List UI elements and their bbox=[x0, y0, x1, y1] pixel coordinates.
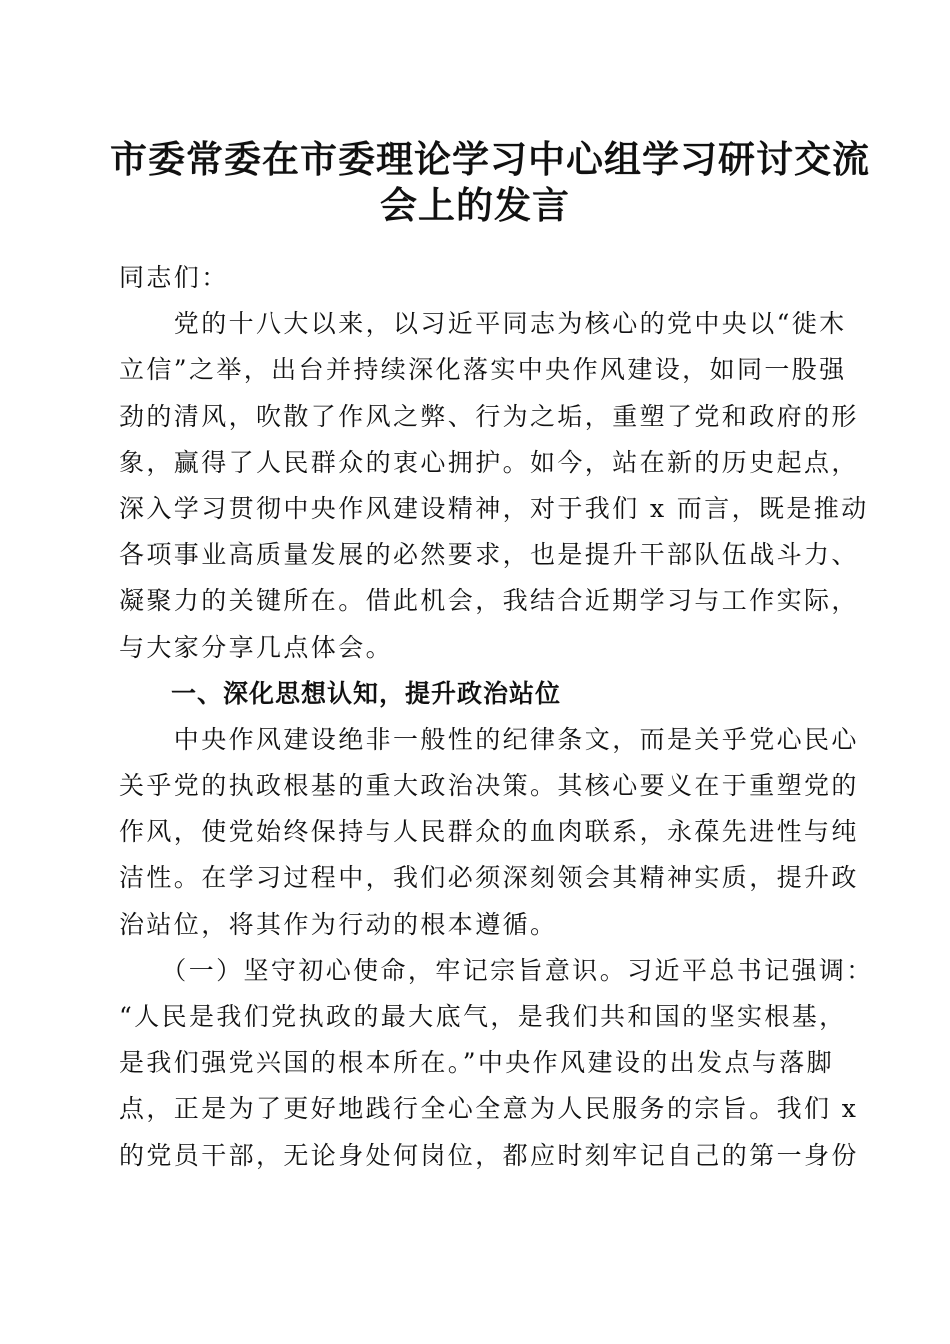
paragraph-line: 与大家分享几点体会。 bbox=[119, 632, 394, 662]
document-body bbox=[119, 255, 874, 1179]
title-line-2: 会上的发言 bbox=[380, 183, 570, 227]
paragraph-line: 象，赢得了人民群众的衷心拥护。如今，站在新的历史起点， bbox=[119, 447, 859, 477]
salutation: 同志们： bbox=[119, 263, 229, 292]
paragraph-line: 洁性。在学习过程中，我们必须深刻领会其精神实质，提升政 bbox=[119, 863, 859, 893]
title-line-1: 市委常委在市委理论学习中心组学习研讨交流 bbox=[110, 137, 870, 181]
paragraph-line: 的党员干部，无论身处何岗位，都应时刻牢记自己的第一身份 bbox=[119, 1140, 859, 1170]
paragraph-line: 立信”之举，出台并持续深化落实中央作风建设，如同一股强 bbox=[119, 355, 847, 385]
paragraph-line: 是我们强党兴国的根本所在。”中央作风建设的出发点与落脚 bbox=[119, 1048, 835, 1078]
paragraph-line: 各项事业高质量发展的必然要求，也是提升干部队伍战斗力、 bbox=[119, 540, 859, 570]
subsection-line: （一）坚守初心使命，牢记宗旨意识。习近平总书记强调： bbox=[119, 955, 874, 985]
paragraph-line: 点，正是为了更好地践行全心全意为人民服务的宗旨。我们 x bbox=[119, 1094, 859, 1124]
paragraph-line: “人民是我们党执政的最大底气，是我们共和国的坚实根基， bbox=[119, 1002, 847, 1031]
paragraph-line: 中央作风建设绝非一般性的纪律条文，而是关乎党心民心 bbox=[119, 724, 859, 754]
paragraph-line: 深入学习贯彻中央作风建设精神，对于我们 x 而言，既是推动 bbox=[119, 493, 869, 523]
document-title bbox=[110, 136, 870, 228]
paragraph-line: 凝聚力的关键所在。借此机会，我结合近期学习与工作实际， bbox=[119, 586, 859, 616]
paragraph-line: 关乎党的执政根基的重大政治决策。其核心要义在于重塑党的 bbox=[119, 771, 859, 801]
paragraph-line: 党的十八大以来，以习近平同志为核心的党中央以“徙木 bbox=[119, 309, 847, 339]
paragraph-line: 劲的清风，吹散了作风之弊、行为之垢，重塑了党和政府的形 bbox=[119, 401, 859, 431]
paragraph-line: 作风，使党始终保持与人民群众的血肉联系，永葆先进性与纯 bbox=[119, 817, 859, 847]
section-heading: 一、深化思想认知，提升政治站位 bbox=[119, 678, 562, 708]
paragraph-line: 治站位，将其作为行动的根本遵循。 bbox=[119, 909, 558, 939]
